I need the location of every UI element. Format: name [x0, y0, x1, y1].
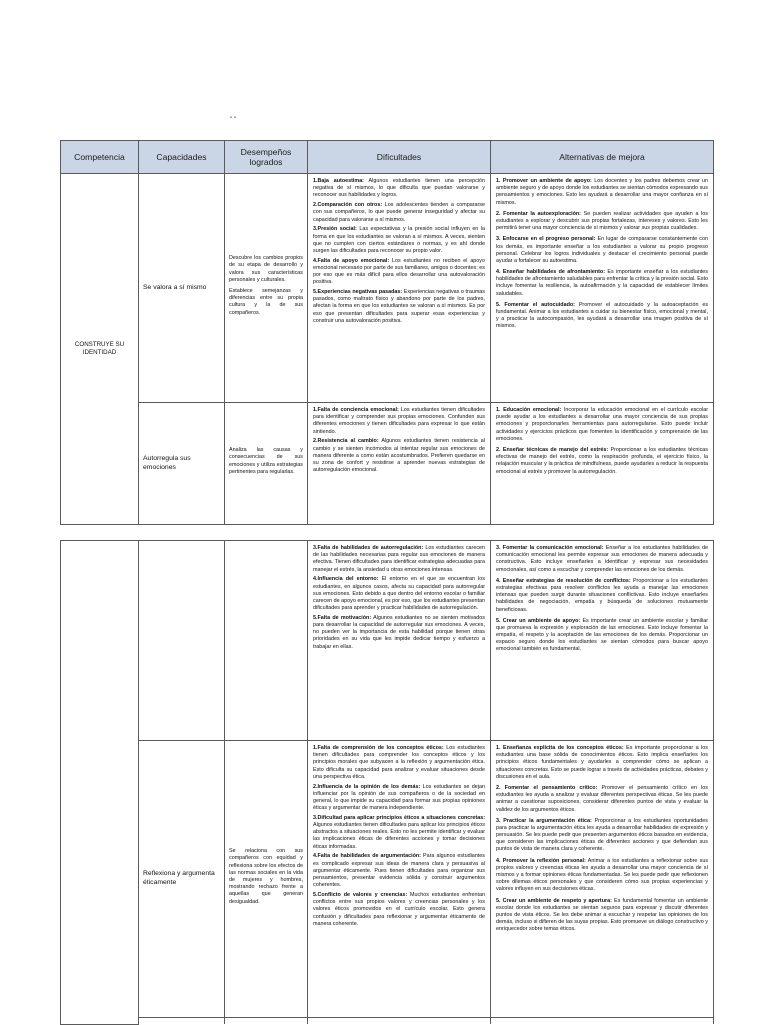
- dificultad-item: 4.Falta de apoyo emocional: Los estudiantes no reciben el apoyo emocional necesario por parte de sus familiares, amigos o docentes; es por eso que es más difícil para ellos desarrollar una autovaloración positiva.: [313, 257, 486, 286]
- dificultad-item: 4.Falta de habilidades de argumentación: Para algunos estudiantes es complicado expresar sus ideas de manera clara y persuasiva al argumentar éticamente. Pues tienen dificultades para organizar sus pensamientos, presentar evidencia sólida y construir argumentos coherentes.: [313, 853, 485, 889]
- page-mark: ″ ″: [230, 117, 236, 123]
- alternativa-item: 1. Promover un ambiente de apoyo: Los docentes y los padres debemos crear un ambiente seguro y de apoyo donde los estudiantes se sientan cómodos expresando sus pensamientos y emociones. Esto les ayudará a desarrollar una mayor confianza en sí mismos.: [496, 178, 708, 206]
- alternativa-item: 5. Crear un ambiente de respeto y apertura: Es fundamental fomentar un ambiente escolar donde los estudiantes se sientan seguros para expresar y discutir diferentes puntos de vista éticos. Se les debe animar a escuchar y respetar las opiniones de los demás, incluso si difieren de las suyas propias. Esto promueve un diálogo constructivo y enriquecedor sobre temas éticos.: [496, 897, 708, 933]
- header-capacidades: Capacidades: [139, 141, 225, 174]
- dificultad-item: 3.Dificultad para aplicar principios éticos a situaciones concretas: Algunos estudiantes tienen dificultades para aplicar los principios éticos abstractos a situaciones reales. Esto no les permite identificar y evaluar las implicaciones éticas de diferentes acciones y tomar decisiones éticas informadas.: [313, 814, 485, 850]
- dificultad-item: 5.Falta de motivación: Algunos estudiantes no se sienten motivados para desarrollar la capacidad de autorregular sus emociones. A veces, no pueden ver la importancia de esta habilidad porque tienen otras prioridades en su vida que les impide dedicar tiempo y esfuerzo a trabajar en ellas.: [313, 614, 485, 650]
- alternativas-cell: [491, 741, 714, 1018]
- competencia-cell: CONSTRUYE SU IDENTIDAD: [61, 174, 139, 525]
- alternativa-item: 3. Fomentar la comunicación emocional: Enseñar a los estudiantes habilidades de comunicación emocional les permite expresar sus emociones de manera adecuada y constructiva. Esto incluye enseñarles a identificar y expresar sus necesidades emocionales, así como a escuchar y comprender las emociones de los demás.: [496, 545, 708, 573]
- dificultad-item: 2.Comparación con otros: Los adolescentes tienden a compararse con sus compañeros, lo que puede generar inseguridad y afectar su capacidad para valorarse a sí mismos.: [313, 202, 485, 223]
- dificultad-item: 5.Experiencias negativas pasadas: Experiencias negativas o traumas pasados, como maltrato físico y abandono por parte de los padres, afectan la forma en que los estudiantes se valoran a sí mismos. Es por eso que presentan dificultades para superar esas experiencias y construir una autovaloración positiva.: [313, 289, 485, 324]
- alternativa-item: 2. Fomentar la autoexploración: Se pueden realizar actividades que ayuden a los estudiantes a explorar y descubrir sus propias fortalezas, intereses y valores. Esto les permitirá tener una mayor conciencia de sí mismos y valorar sus propias cualidades.: [496, 210, 709, 232]
- dificultad-item: 1.Baja autoestima: Algunos estudiantes tienen una percepción negativa de sí mismos, lo que dificulta que puedan valorarse y reconocer sus habilidades y logros.: [313, 178, 485, 199]
- capacidad-cell: [139, 1018, 225, 1025]
- alternativa-item: 1. Educación emocional: Incorporar la educación emocional en el currículo escolar puede ayudar a los estudiantes a desarrollar una mayor conciencia de sus propias emociones y proporcionarles herramientas para autorregularse. Esto puede incluir actividades y ejercicios prácticos que fomenten la identificación y comprensión de las emociones.: [496, 407, 708, 442]
- competencia-cell: [61, 541, 139, 1025]
- dificultad-item: 1.Falta de conciencia emocional: Los estudiantes tienen dificultades para identificar y comprender sus propias emociones. Confunden sus diferentes emociones y tienen dificultades para expresar lo que están sintiendo.: [313, 407, 485, 435]
- capacidad-cell: Se valora a sí mismo: [139, 174, 225, 403]
- alternativa-item: 2. Fomentar el pensamiento crítico: Promover el pensamiento crítico en los estudiantes les ayuda a analizar y evaluar diferentes perspectivas éticas. Se les puede animar a cuestionar suposiciones, considerar diferentes puntos de vista y evaluar la validez de los argumentos éticos.: [496, 784, 708, 813]
- header-alternativas: Alternativas de mejora: [491, 141, 714, 174]
- table-header-row: [61, 141, 714, 174]
- dificultades-cell: [308, 541, 491, 741]
- dificultad-item: 2.Influencia de la opinión de los demás: Los estudiantes se dejan influenciar por la opinión de sus compañeros o de la sociedad en general, lo que impide su capacidad para formar sus propias opiniones éticas y argumentar de manera independiente.: [313, 783, 485, 812]
- alternativa-item: 2. Enseñar técnicas de manejo del estrés: Proporcionar a los estudiantes técnicas efectivas de manejo del estrés, como la respiración profunda, el ejercicio físico, la relajación muscular y la práctica de mindfulness, puede ayudarles a reducir la respuesta emocional al estrés y promover la autorregulación.: [496, 446, 708, 475]
- desempeno-text: Se relaciona con sus compañeros con equidad y reflexiona sobre los efectos de las normas sociales en la vida de mujeres y hombres, mostrando rechazo frente a aquellas que generan desigualdad.: [229, 848, 303, 905]
- desempeno-text: Descubre los cambios propios de su etapa de desarrollo y valora sus características personales y culturales.: [229, 255, 303, 283]
- desempeno-text: Analiza las causas y consecuencias de sus emociones y utiliza estrategias pertinentes para regularlas.: [229, 447, 303, 475]
- dificultad-item: 4.Influencia del entorno: El entorno en el que se encuentran los estudiantes, en algunos casos, afecta su capacidad para autorregular sus emociones. Esto debido a que dentro del entorno escolar o familiar carecen de apoyo emocional, es por eso, que los estudiantes presentan dificultades para aprender y practicar habilidades de autorregulación.: [313, 576, 486, 612]
- alternativa-item: 3. Enfocarse en el progreso personal: En lugar de compararse constantemente con los demás, es importante enseñar a los estudiantes a valorar su propio progreso personal. Celebrar los logros individuales y destacar el crecimiento personal puede ayudar a fortalecer su autoestima.: [496, 236, 708, 264]
- desempenos-cell: [225, 741, 308, 1018]
- desempeno-text: Establece semejanzas y diferencias entre su propia cultura y la de sus compañeros.: [229, 288, 303, 316]
- capacidad-cell: Autorregula sus emociones: [139, 403, 225, 525]
- alternativas-cell: [491, 403, 714, 525]
- desempenos-cell: [225, 541, 308, 741]
- capacidad-cell: Reflexiona y argumenta éticamente: [139, 741, 225, 1018]
- table-row: [61, 541, 714, 741]
- header-dificultades: Dificultades: [308, 141, 491, 174]
- desempenos-cell: [225, 174, 308, 403]
- header-desempenos: Desempeños logrados: [225, 141, 308, 174]
- alternativa-item: 4. Promover la reflexión personal: Animar a los estudiantes a reflexionar sobre sus propios valores y creencias éticas les ayuda a desarrollar una mayor conciencia de sí mismos y a formar opiniones éticas fundamentadas. Se les puede pedir que reflexionen sobre dilemas éticos personales y que consideren cómo sus propias experiencias y valores influyen en sus decisiones éticas.: [496, 857, 709, 893]
- dificultad-item: 1.Falta de comprensión de los conceptos éticos: Los estudiantes tienen dificultades para comprender los conceptos éticos y los principios morales que subyacen a la reflexión y argumentación ética. Esto dificulta su capacidad para analizar y evaluar situaciones desde una perspectiva ética.: [313, 745, 485, 780]
- alternativa-item: 5. Fomentar el autocuidado: Promover el autocuidado y la autoaceptación es fundamental. Animar a los estudiantes a cuidar su bienestar físico, emocional y mental, y a practicar la autocompasión, les ayudará a desarrollar una imagen positiva de sí mismos.: [496, 301, 709, 330]
- dificultades-cell: [308, 741, 491, 1018]
- competency-table-2: [60, 540, 714, 1025]
- table-row: [61, 403, 714, 525]
- desempenos-cell: [225, 1018, 308, 1025]
- desempenos-cell: [225, 403, 308, 525]
- table-row: [61, 174, 714, 403]
- dificultad-item: 3.Presión social: Las expectativas y la presión social influyen en la forma en que los estudiantes se valoran a sí mismos. A veces, sienten que no cumplen con ciertos estándares o normas, y es ahí donde surgen las dificultades para reconocer su propio valor.: [313, 226, 485, 254]
- dificultades-cell: [308, 403, 491, 525]
- dificultades-cell: [308, 1018, 491, 1025]
- alternativa-item: 3. Practicar la argumentación ética: Proporcionar a los estudiantes oportunidades para practicar la argumentación ética les ayuda a desarrollar habilidades de expresión y persuasión. Se les puede pedir que presenten argumentos éticos basados en evidencia, que consideren las implicaciones éticas de diferentes acciones y que defiendan sus puntos de vista de manera clara y coherente.: [496, 817, 708, 853]
- alternativa-item: 5. Crear un ambiente de apoyo: Es importante crear un ambiente escolar y familiar que promueva la expresión y exploración de las emociones. Esto incluye fomentar la empatía, el respeto y la aceptación de las emociones de los demás. Proporcionar un espacio seguro donde los estudiantes se sientan cómodos para buscar apoyo emocional también es fundamental.: [496, 617, 709, 653]
- competency-table-1: [60, 140, 714, 525]
- capacidad-cell: [139, 541, 225, 741]
- alternativas-cell: [491, 1018, 714, 1025]
- header-competencia: Competencia: [61, 141, 139, 174]
- table-row: [61, 1018, 714, 1025]
- alternativas-cell: [491, 174, 714, 403]
- alternativas-cell: [491, 541, 714, 741]
- table-row: [61, 741, 714, 1018]
- dificultad-item: 5.Conflicto de valores y creencias: Muchos estudiantes enfrentan conflictos entre sus propios valores y creencias personales y los valores éticos promovidos en el currículo escolar. Esto genera confusión y dificultades para reflexionar y argumentar éticamente de manera coherente.: [313, 891, 486, 927]
- dificultad-item: 2.Resistencia al cambio: Algunos estudiantes tienen resistencia al cambio y se sienten incómodos al intentar regular sus emociones de manera diferente a como están acostumbrados. Prefieren quedarse en su zona de confort y resistirse a aprender nuevas estrategias de autorregulación emocional.: [313, 438, 485, 474]
- alternativa-item: 4. Enseñar estrategias de resolución de conflictos: Proporcionar a los estudiantes estrategias efectivas para resolver conflictos les ayuda a manejar las emociones intensas que pueden surgir durante situaciones conflictivas. Esto incluye enseñarles habilidades de negociación, empatía y búsqueda de soluciones mutuamente beneficiosas.: [496, 577, 708, 613]
- alternativa-item: 1. Enseñanza explícita de los conceptos éticos: Es importante proporcionar a los estudiantes una base sólida de conocimientos éticos. Esto implica enseñarles los principios éticos fundamentales y ayudarles a comprender cómo se aplican a situaciones concretas. Esto se puede lograr a través de actividades prácticas, debates y discusiones en el aula.: [496, 745, 709, 780]
- dificultad-item: 3.Falta de habilidades de autorregulación: Los estudiantes carecen de las habilidades necesarias para regular sus emociones de manera efectiva. Tienen dificultades para identificar estrategias adecuadas para manejar el estrés, la ansiedad u otras emociones intensas.: [313, 545, 486, 573]
- alternativa-item: 4. Enseñar habilidades de afrontamiento: Es importante enseñar a los estudiantes habilidades de afrontamiento saludables para enfrentar la crítica y la presión social. Esto incluye fomentar la resiliencia, la autoafirmación y la capacidad de establecer límites saludables.: [496, 269, 709, 297]
- dificultades-cell: [308, 174, 491, 403]
